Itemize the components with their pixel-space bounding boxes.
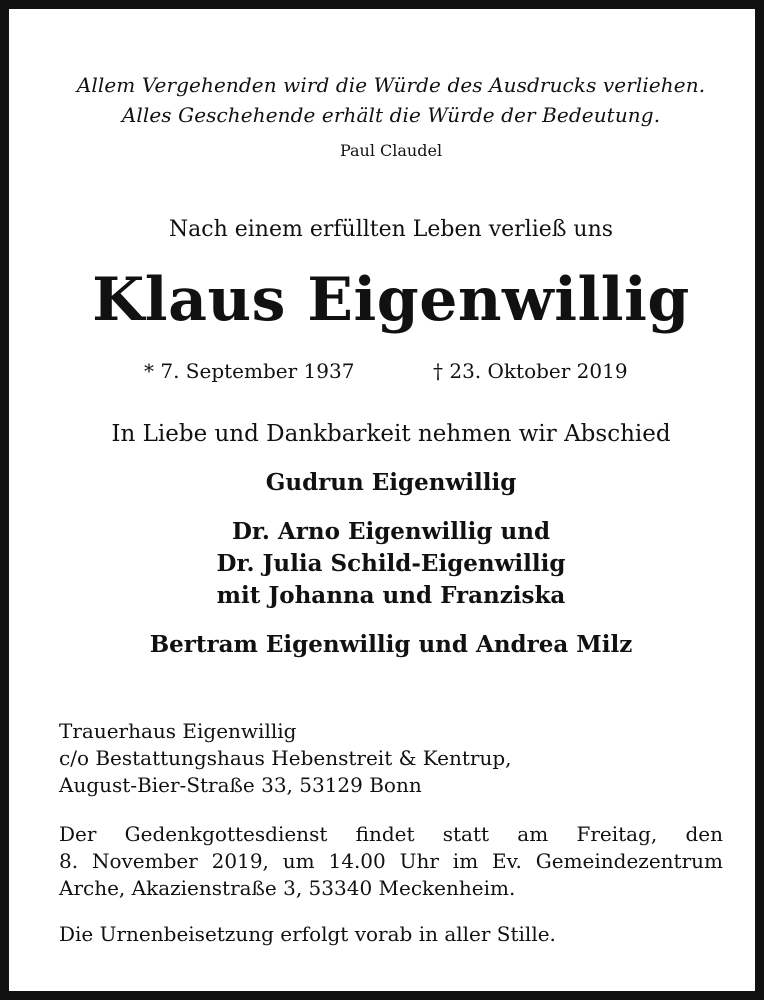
deceased-name: Klaus Eigenwillig xyxy=(92,265,690,335)
burial-notice: Die Urnenbeisetzung erfolgt vorab in aller Stille. xyxy=(59,922,556,946)
mourner-line: Dr. Julia Schild-Eigenwillig xyxy=(216,550,566,577)
address-line: c/o Bestattungshaus Hebenstreit & Kentrup, xyxy=(59,746,512,770)
quote-line-1: Allem Vergehenden wird die Würde des Ausdrucks verliehen. xyxy=(76,73,706,97)
farewell-text: In Liebe und Dankbarkeit nehmen wir Abschied xyxy=(111,421,671,447)
mourner-line: Bertram Eigenwillig und Andrea Milz xyxy=(149,631,633,658)
service-notice xyxy=(59,821,723,902)
mourner-line: mit Johanna und Franziska xyxy=(216,582,566,609)
birth-date: * 7. September 1937 xyxy=(144,359,355,383)
service-notice-line: Arche, Akazienstraße 3, 53340 Meckenheim. xyxy=(59,876,516,900)
death-date: † 23. Oktober 2019 xyxy=(433,359,628,383)
quote-author: Paul Claudel xyxy=(339,141,443,160)
address-line: August-Bier-Straße 33, 53129 Bonn xyxy=(59,773,422,797)
mourner-line: Dr. Arno Eigenwillig und xyxy=(231,518,551,545)
service-notice-line: Der Gedenkgottesdienst findet statt am Freitag, den xyxy=(59,822,723,846)
service-notice-line: 8. November 2019, um 14.00 Uhr im Ev. Gemeindezentrum xyxy=(59,849,723,873)
quote-line-2: Alles Geschehende erhält die Würde der Bedeutung. xyxy=(121,103,661,127)
address-line: Trauerhaus Eigenwillig xyxy=(59,719,297,743)
intro-text: Nach einem erfüllten Leben verließ uns xyxy=(168,217,614,242)
mourner-line: Gudrun Eigenwillig xyxy=(265,469,517,496)
